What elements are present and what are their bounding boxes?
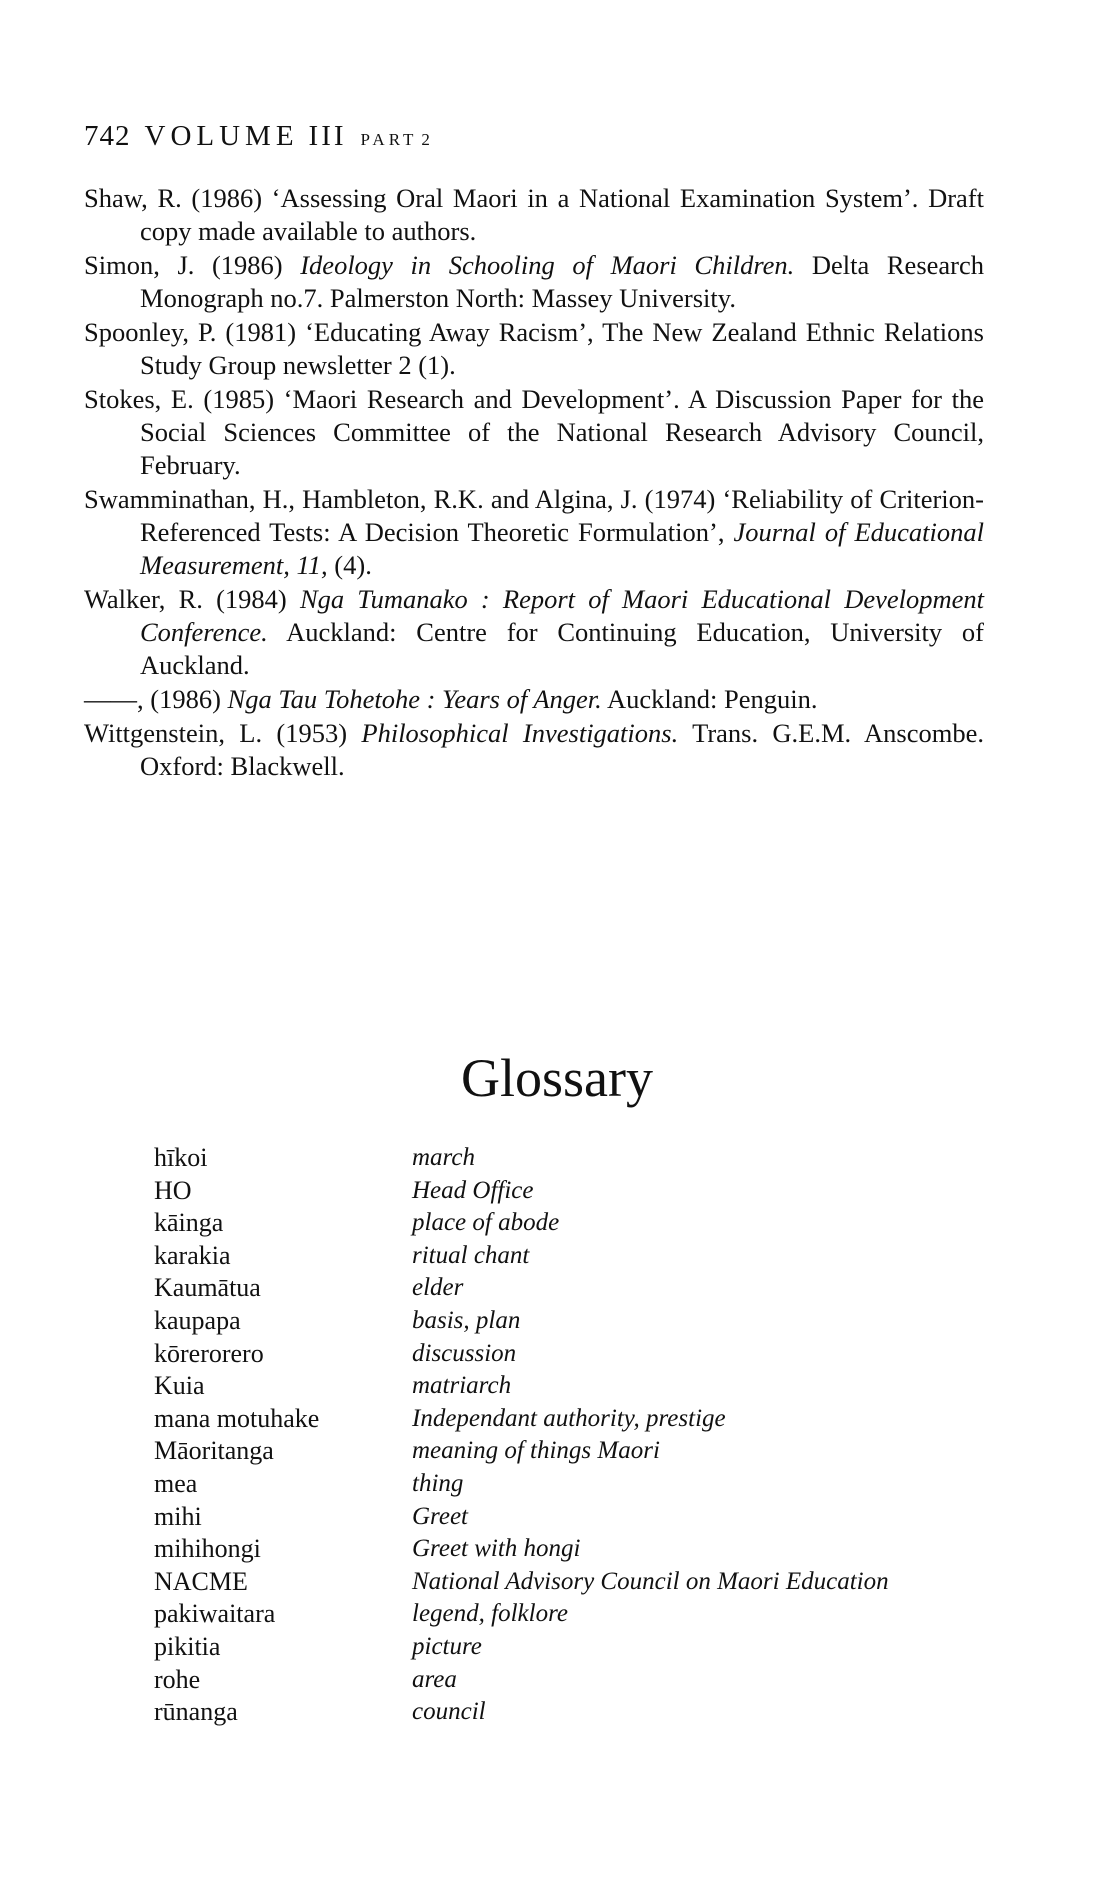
glossary-term: rohe <box>154 1664 201 1694</box>
reference-entry <box>84 383 984 482</box>
part-number: 2 <box>421 130 431 149</box>
glossary-definition: thing <box>412 1469 464 1497</box>
glossary-row <box>154 1403 994 1436</box>
glossary-row <box>154 1501 994 1534</box>
glossary-term: karakia <box>154 1240 231 1270</box>
glossary-definition: elder <box>412 1274 464 1302</box>
glossary-term: HO <box>154 1175 192 1205</box>
glossary-term: Kuia <box>154 1371 205 1401</box>
glossary-row <box>154 1240 994 1273</box>
glossary-row <box>154 1272 994 1305</box>
reference-publication: Delta Research Monograph no.7. Palmerston North: Massey University. <box>140 250 984 313</box>
part-label: PART <box>360 130 418 149</box>
glossary-term: rūnanga <box>154 1697 238 1727</box>
glossary-row <box>154 1305 994 1338</box>
glossary-heading: Glossary <box>461 1048 653 1108</box>
glossary-term: pakiwaitara <box>154 1599 276 1629</box>
reference-author-year: Simon, J. (1986) <box>84 250 301 280</box>
glossary-row <box>154 1370 994 1403</box>
reference-publication: Auckland: Centre for Continuing Education, University of Auckland. <box>140 617 984 680</box>
glossary-definition: National Advisory Council on Maori Education <box>412 1567 889 1595</box>
glossary-term: mihihongi <box>154 1534 261 1564</box>
glossary-term: kaupapa <box>154 1305 241 1335</box>
reference-publication: Trans. G.E.M. Anscombe. Oxford: Blackwell. <box>140 718 984 781</box>
reference-entry <box>84 316 984 382</box>
glossary-definition: Greet <box>412 1502 468 1530</box>
volume-label: VOLUME <box>144 120 299 152</box>
glossary-definition: discussion <box>412 1339 517 1367</box>
glossary-term: mihi <box>154 1501 202 1531</box>
volume-number: III <box>308 120 347 152</box>
glossary-row <box>154 1631 994 1664</box>
glossary-row <box>154 1696 994 1729</box>
reference-title: Philosophical Investigations. <box>361 718 679 748</box>
glossary-row <box>154 1468 994 1501</box>
reference-entry <box>84 249 984 315</box>
glossary-table <box>154 1142 994 1729</box>
page-number: 742 <box>84 120 131 152</box>
glossary-term: Kaumātua <box>154 1273 261 1303</box>
glossary-term: mea <box>154 1468 198 1498</box>
glossary-term: NACME <box>154 1566 248 1596</box>
glossary-term: Māoritanga <box>154 1436 274 1466</box>
glossary-definition: place of abode <box>412 1209 560 1237</box>
running-header <box>84 120 430 153</box>
reference-entry <box>84 483 984 582</box>
reference-entry <box>84 583 984 682</box>
reference-text: Shaw, R. (1986) ‘Assessing Oral Maori in a National Examination System’. Draft copy made available to authors. <box>84 183 984 246</box>
reference-entry <box>84 182 984 248</box>
glossary-row <box>154 1533 994 1566</box>
reference-text: Spoonley, P. (1981) ‘Educating Away Racism’, The New Zealand Ethnic Relations Study Group newsletter 2 (1). <box>84 317 984 380</box>
glossary-definition: Head Office <box>412 1176 534 1204</box>
glossary-definition: council <box>412 1698 486 1726</box>
glossary-term: kāinga <box>154 1208 224 1238</box>
glossary-term: hīkoi <box>154 1143 208 1172</box>
reference-text: Stokes, E. (1985) ‘Maori Research and Development’. A Discussion Paper for the Social Sciences Committee of the National Research Advisory Council, February. <box>84 384 984 480</box>
glossary-row <box>154 1338 994 1371</box>
glossary-row <box>154 1207 994 1240</box>
glossary-row <box>154 1142 994 1175</box>
reference-entry <box>84 683 984 716</box>
reference-title: Ideology in Schooling of Maori Children. <box>300 250 795 280</box>
reference-entry <box>84 717 984 783</box>
glossary-definition: march <box>412 1144 475 1171</box>
glossary-definition: meaning of things Maori <box>412 1437 660 1465</box>
glossary-row <box>154 1598 994 1631</box>
glossary-row <box>154 1566 994 1599</box>
glossary-definition: picture <box>412 1632 482 1660</box>
reference-author-year: ——, (1986) <box>84 684 228 714</box>
glossary-definition: ritual chant <box>412 1241 530 1269</box>
reference-title: Nga Tau Tohetohe : Years of Anger. <box>227 684 602 714</box>
glossary-definition: basis, plan <box>412 1306 521 1334</box>
glossary-row <box>154 1175 994 1208</box>
glossary-row <box>154 1664 994 1697</box>
glossary-term: mana motuhake <box>154 1403 320 1433</box>
reference-list <box>84 182 984 784</box>
glossary-term: kōrerorero <box>154 1338 264 1368</box>
reference-publication: Auckland: Penguin. <box>601 684 818 714</box>
reference-issue: (4). <box>327 550 372 580</box>
glossary-definition: Independant authority, prestige <box>412 1404 726 1432</box>
reference-author-year: Wittgenstein, L. (1953) <box>84 718 362 748</box>
reference-author-year: Swamminathan, H., Hambleton, R.K. and Algina, J. (1974) ‘Reliability of Criterion-Referenced Tests: A Decision Theoretic Formulation’, <box>84 484 984 547</box>
glossary-definition: matriarch <box>412 1372 512 1400</box>
glossary-definition: legend, folklore <box>412 1600 568 1628</box>
reference-title: Nga Tumanako : Report of Maori Educational Development Conference. <box>140 584 984 647</box>
reference-journal: Journal of Educational Measurement, 11, <box>140 517 984 580</box>
glossary-definition: Greet with hongi <box>412 1535 581 1563</box>
glossary-term: pikitia <box>154 1631 221 1661</box>
glossary-row <box>154 1435 994 1468</box>
glossary-definition: area <box>412 1665 457 1693</box>
reference-author-year: Walker, R. (1984) <box>84 584 300 614</box>
